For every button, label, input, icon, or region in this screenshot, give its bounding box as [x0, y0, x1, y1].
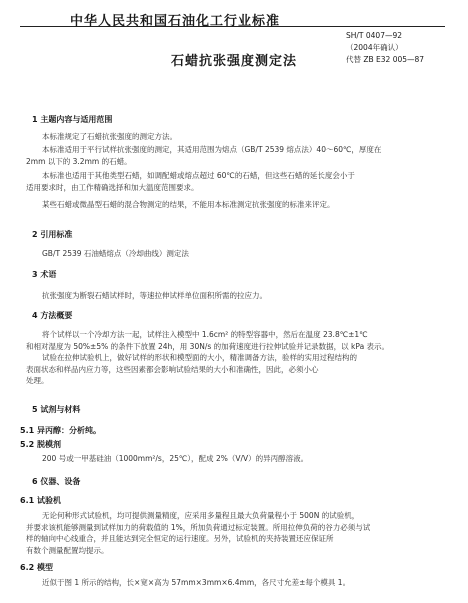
section-3-heading: 3 术语 — [32, 270, 57, 279]
section-6-2-paragraph: 近似于图 1 所示的结构，长×宽×高为 57mm×3mm×6.4mm，各尺寸允差±每个模具 1。 — [42, 578, 351, 587]
section-4-paragraph: 将个试样以一个冷却方法一起，试样注入模型中 1.6cm² 的特型容器中，然后在温度 23.8℃±1℃ 和相对湿度为 50%±5% 的条件下放置 24h，用 30N/s 的加荷速度进行拉伸试验并记录数据，以 kPa 表示。 试验在拉伸试验机上，做好试样的形状和模型面的大小，精准调备方法，验样的实用过程结构的 表面状态和样品内应力等，这些因素都会影响试验结果的大小和准确性，因此，必须小心 处理。 — [26, 330, 390, 385]
section-2-heading: 2 引用标准 — [32, 230, 73, 239]
section-5-heading: 5 试剂与材料 — [32, 405, 81, 414]
section-5-1: 5.1 异丙醇：分析纯。 — [20, 426, 101, 435]
document-title: 石蜡抗张强度测定法 — [170, 54, 297, 69]
section-2-paragraph: GB/T 2539 石油蜡熔点（冷却曲线）测定法 — [42, 249, 189, 258]
section-5-2-heading: 5.2 脱模剂 — [20, 440, 61, 449]
section-1-paragraph-1: 本标准规定了石蜡抗张强度的测定方法。 — [42, 132, 177, 141]
standard-replaces: 代替 ZB E32 005—87 — [346, 55, 425, 64]
section-1-heading: 1 主题内容与适用范围 — [32, 115, 113, 124]
section-1-paragraph-4: 某些石蜡或微晶型石蜡的混合物测定的结果，不能用本标准测定抗张强度的标准来评定。 — [42, 200, 335, 209]
standard-confirmation: （2004年确认） — [346, 43, 403, 52]
section-5-2-paragraph: 200 号或一甲基硅油（1000mm²/s，25℃），配成 2%（V/V）的异丙醇溶液。 — [42, 454, 309, 463]
section-6-1-paragraph: 无论何种形式试验机，均可提供测量精度，应采用多量程且最大负荷量程小于 500N 的试验机， 并要求该机能够测量到试样加力的荷载值的 1%，所加负荷通过标定装置。所用拉伸负荷的谷力必须与试 样的轴向中心线重合，并且能达到完全恒定的运行速度。另外，试验机的夹持装置还应保证所 有数个测量配置均提示。 — [26, 511, 371, 555]
standard-number: SH/T 0407—92 — [346, 31, 403, 40]
section-1-paragraph-3: 本标准也适用于其他类型石蜡，如调配蜡或熔点超过 60℃的石蜡，但这些石蜡的延长度会小于 适用要求时，由工作精确选择和加大温度范围要求。 — [26, 171, 355, 192]
section-3-paragraph: 抗张强度为断裂石蜡试样时，等速拉伸试样单位面积所需的拉应力。 — [42, 291, 267, 300]
header-rule — [20, 26, 445, 27]
section-6-heading: 6 仪器、设备 — [32, 477, 81, 486]
standard-organization: 中华人民共和国石油化工行业标准 — [70, 14, 281, 29]
section-6-2-heading: 6.2 模型 — [20, 563, 53, 572]
section-6-1-heading: 6.1 试验机 — [20, 496, 61, 505]
section-1-paragraph-2: 本标准适用于平行试样抗张强度的测定，其适用范围为熔点（GB/T 2539 熔点法）40～60℃，厚度在 2mm 以下的 3.2mm 的石蜡。 — [26, 145, 382, 166]
section-4-heading: 4 方法概要 — [32, 311, 73, 320]
